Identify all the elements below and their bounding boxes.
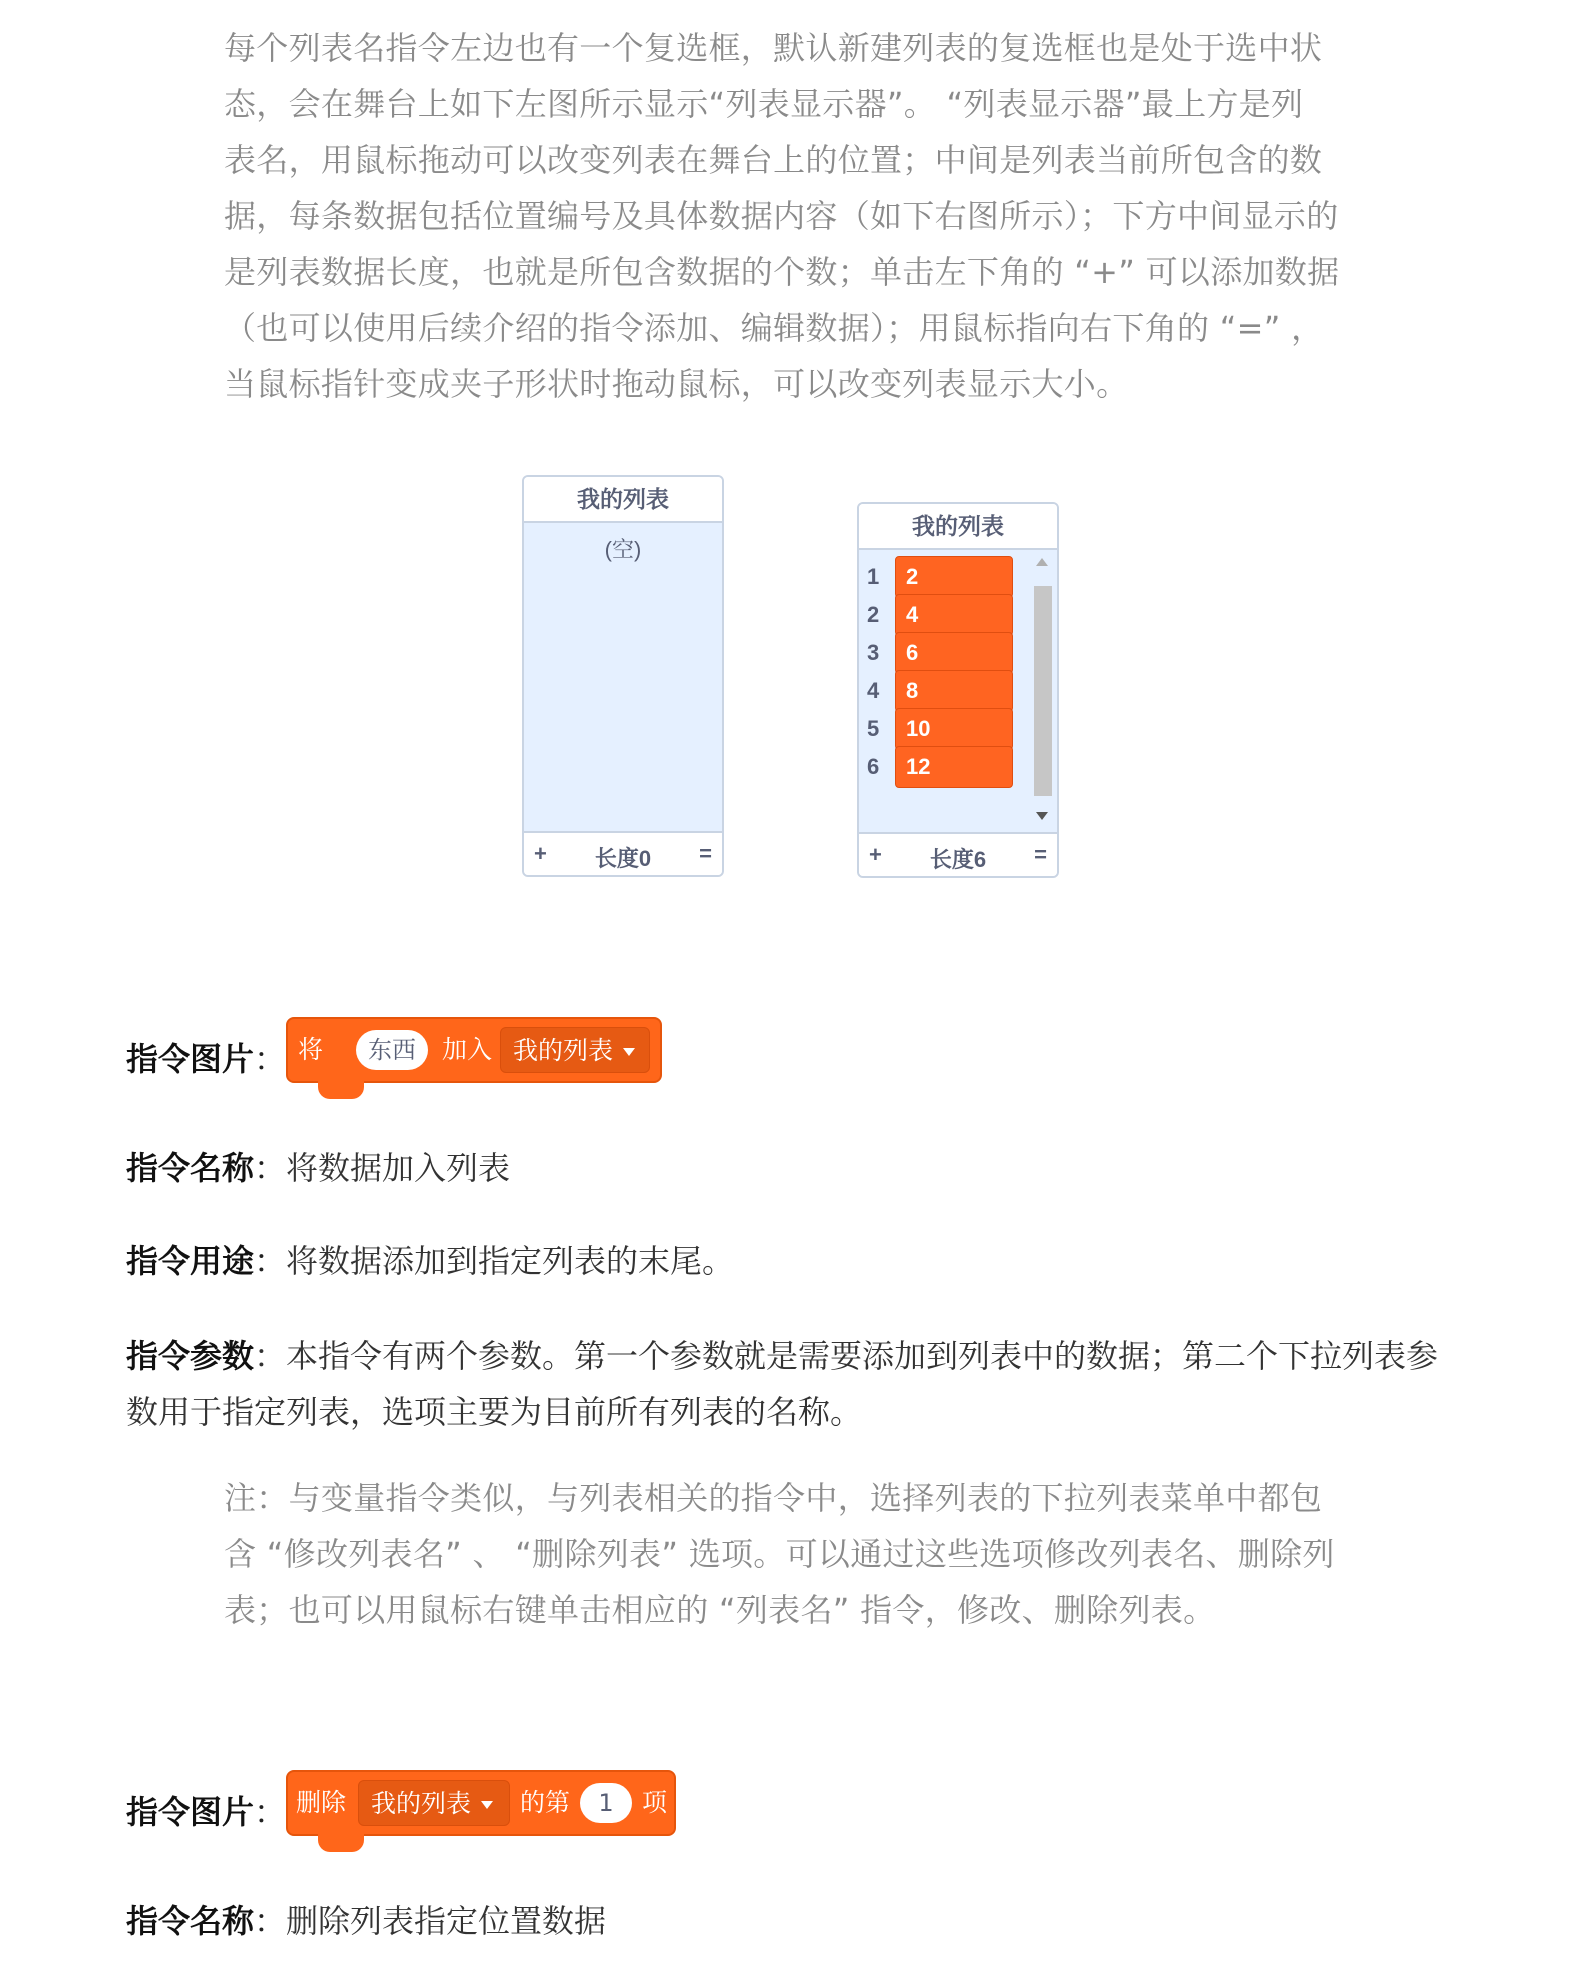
scroll-down-icon[interactable]: [1036, 812, 1048, 820]
instruction-image-label: 指令图片: [126, 1793, 255, 1831]
intro-paragraph: [224, 20, 1354, 412]
instruction-image-row: [126, 1034, 286, 1080]
instruction-name-value: 删除列表指定位置数据: [286, 1902, 607, 1940]
list-item-value[interactable]: 12: [895, 746, 1013, 788]
list-monitor-filled[interactable]: [857, 502, 1059, 878]
param-line: 数用于指定列表，选项主要为目前所有列表的名称。: [126, 1393, 863, 1431]
label-colon: ：: [254, 1793, 287, 1831]
instruction-name-row: [126, 1896, 606, 1942]
list-length-label: 长度6: [929, 847, 987, 872]
instruction-image-label: 指令图片: [126, 1040, 255, 1078]
resize-handle[interactable]: =: [1034, 842, 1047, 867]
list-item-value[interactable]: 4: [895, 594, 1013, 636]
list-monitor-footer: [524, 831, 722, 875]
list-monitor-footer: [859, 832, 1057, 876]
block-notch: [318, 1834, 364, 1852]
label-colon: ：: [254, 1242, 287, 1280]
list-length-label: 长度0: [594, 846, 652, 871]
list-item-index: 3: [867, 640, 880, 665]
list-monitor-body: [859, 550, 1057, 832]
list-dropdown-label: 我的列表: [371, 1789, 472, 1818]
intro-line: （也可以使用后续介绍的指令添加、编辑数据）；用鼠标指向右下角的 “=” ，: [224, 309, 1324, 347]
block-value-input[interactable]: 东西: [356, 1030, 428, 1070]
instruction-use-row: [126, 1236, 734, 1282]
list-item-index: 4: [867, 678, 880, 703]
scroll-up-icon[interactable]: [1036, 558, 1048, 566]
caret-down-icon: [623, 1048, 635, 1056]
block-word: 的第: [520, 1788, 571, 1817]
list-item-value[interactable]: 2: [895, 556, 1013, 598]
add-item-button[interactable]: +: [534, 841, 547, 866]
list-dropdown[interactable]: [500, 1027, 650, 1073]
scroll-thumb[interactable]: [1034, 586, 1052, 796]
list-item-index: 2: [867, 602, 880, 627]
add-item-button[interactable]: +: [869, 842, 882, 867]
caret-down-icon: [481, 1801, 493, 1809]
instruction-name-row: [126, 1143, 510, 1189]
note-line: 表；也可以用鼠标右键单击相应的 “列表名” 指令，修改、删除列表。: [224, 1591, 1216, 1629]
instruction-image-row: [126, 1787, 286, 1833]
label-colon: ：: [254, 1337, 287, 1375]
block-word: 加入: [442, 1035, 493, 1064]
intro-line: 是列表数据长度，也就是所包含数据的个数；单击左下角的 “+” 可以添加数据: [224, 253, 1340, 291]
instruction-use-value: 将数据添加到指定列表的末尾。: [286, 1242, 735, 1280]
instruction-param-label: 指令参数: [126, 1337, 255, 1375]
intro-line: 态，会在舞台上如下左图所示显示“列表显示器”。 “列表显示器”最上方是列: [224, 85, 1304, 123]
add-to-list-block[interactable]: [286, 1017, 662, 1083]
list-monitor-body: [524, 523, 722, 831]
block-notch: [318, 1081, 364, 1099]
list-item-index: 5: [867, 716, 880, 741]
param-text: 本指令有两个参数。第一个参数就是需要添加到列表中的数据；第二个下拉列表参: [286, 1337, 1439, 1375]
note-paragraph: [224, 1470, 1354, 1638]
list-monitor-title[interactable]: 我的列表: [859, 504, 1057, 550]
block-word: 项: [642, 1788, 668, 1817]
intro-line: 表名，用鼠标拖动可以改变列表在舞台上的位置；中间是列表当前所包含的数: [224, 141, 1323, 179]
label-colon: ：: [254, 1902, 287, 1940]
note-line: 注：与变量指令类似，与列表相关的指令中，选择列表的下拉列表菜单中都包: [224, 1479, 1323, 1517]
list-item[interactable]: [859, 744, 1029, 788]
delete-list-item-block[interactable]: [286, 1770, 676, 1836]
list-dropdown-label: 我的列表: [513, 1036, 614, 1065]
label-colon: ：: [254, 1040, 287, 1078]
instruction-name-label: 指令名称: [126, 1149, 255, 1187]
intro-line: 据，每条数据包括位置编号及具体数据内容（如下右图所示）；下方中间显示的: [224, 197, 1339, 235]
list-item-value[interactable]: 8: [895, 670, 1013, 712]
instruction-name-value: 将数据加入列表: [286, 1149, 511, 1187]
list-item-value[interactable]: 6: [895, 632, 1013, 674]
instruction-param-paragraph: [126, 1328, 1456, 1440]
param-line: [126, 1328, 1456, 1384]
list-monitor-title[interactable]: 我的列表: [524, 477, 722, 523]
list-monitor-empty[interactable]: [522, 475, 724, 877]
label-colon: ：: [254, 1149, 287, 1187]
block-word: 将: [298, 1035, 324, 1064]
intro-line: 当鼠标指针变成夹子形状时拖动鼠标，可以改变列表显示大小。: [224, 365, 1129, 403]
instruction-use-label: 指令用途: [126, 1242, 255, 1280]
list-item-index: 1: [867, 564, 880, 589]
resize-handle[interactable]: =: [699, 841, 712, 866]
list-scrollbar[interactable]: [1031, 550, 1053, 832]
note-line: 含 “修改列表名” 、 “删除列表” 选项。可以通过这些选项修改列表名、删除列: [224, 1535, 1335, 1573]
list-empty-text: (空): [604, 537, 642, 562]
intro-line: 每个列表名指令左边也有一个复选框，默认新建列表的复选框也是处于选中状: [224, 29, 1323, 67]
block-word: 删除: [296, 1788, 347, 1817]
list-dropdown[interactable]: [358, 1780, 510, 1826]
list-item-value[interactable]: 10: [895, 708, 1013, 750]
list-item-index: 6: [867, 754, 880, 779]
instruction-name-label: 指令名称: [126, 1902, 255, 1940]
block-index-input[interactable]: 1: [580, 1783, 632, 1823]
